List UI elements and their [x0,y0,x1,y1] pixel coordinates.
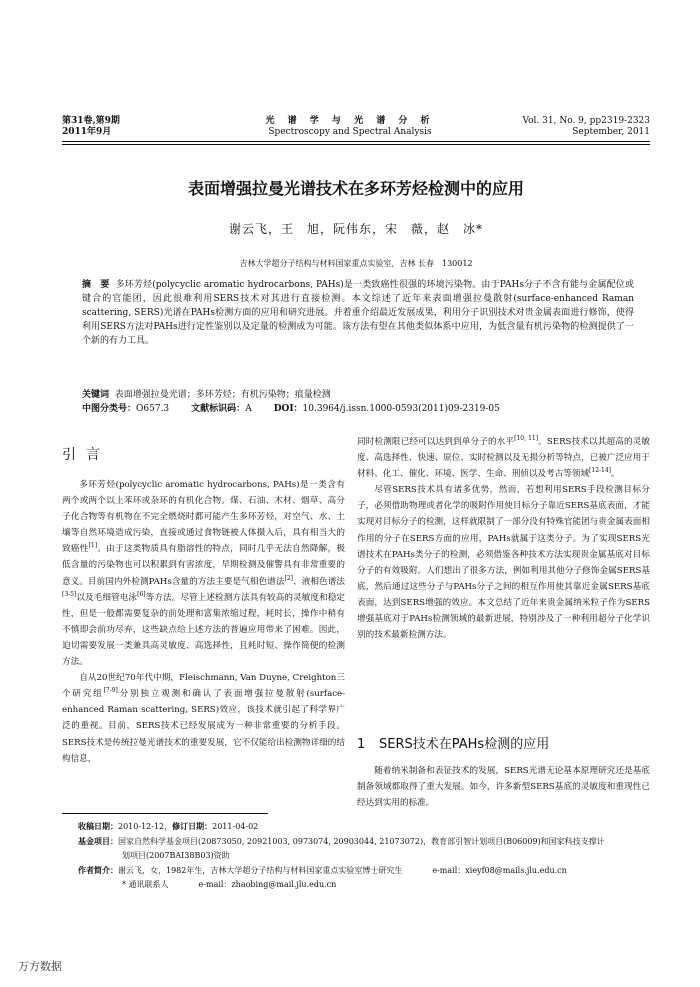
fund-text: 国家自然科学基金项目(20873050, 20921003, 0973074, 20903044, 21073072)，教育部引智计划项目(B06009)和国家科技支撑计 [118,837,605,846]
header-date-cn: 2011年9月 [62,127,112,137]
header-rule-thin [62,144,650,145]
footnote-rule [62,813,268,814]
text-run: 分别独立观测和确认了表面增强拉曼散射(surface-enhanced Raman scattering, SERS)效应，该技术就引起了科学界广泛的重视。目前，SERS技术已经发展成为一种非常重要的分析手段。SERS技术是传统拉曼光谱技术的重要发展，它不仅能给出检测物详细的结构信息， [62,689,345,764]
clc-label: 中图分类号： [82,404,137,414]
text-run: 。SERS技术以其超高的灵敏度、高选择性、快速、原位、实时检测以及无损分析等特点，已被广泛应用于材料、化工、催化、环境、医学、生命、刑侦以及考古等领域 [357,437,650,480]
doi-label: DOI： [273,404,303,414]
header-volume-cn [62,116,120,138]
text-run: 自从20世纪70年代中期，Fleischmann, Van Duyne, Creighton三个研究组 [62,673,345,700]
left-column [62,477,345,767]
section-number: 1 [357,737,366,752]
footnote-fund-cont: 划项目(2007BAI38B03)资助 [122,851,230,860]
citation: [2] [284,574,293,582]
header-rule-thick [62,141,650,142]
right-paragraph-2: 尽管SERS技术具有诸多优势，然而，若想利用SERS手段检测目标分子，必须借助物理或者化学的吸附作用使目标分子靠近SERS基底表面，才能实现对目标分子的检测，这样就限制了一部分没有特殊官能团与贵金属表面相作用的分子在SERS方面的应用，PAHs就属于这类分子。为了实现SERS光谱技术在PAHs类分子的检测，必须借鉴各种技术方法实现贵金属基底对目标分子的有效吸附。人们想出了很多方法，例如利用其他分子修饰金属SERS基底，然后通过这些分子与PAHs分子之间的相互作用使其靠近金属SERS基底表面，达到SERS增强的效应。本文总结了近年来贵金属纳米粒子作为SERS增强基底对于PAHs检测领域的最新进展，特别涉及了一种利用超分子化学识别的技术最新检测方法。 [357,485,650,641]
header-journal [230,116,470,138]
right-column [357,434,650,643]
author-label: 作者简介： [78,865,118,875]
received-label: 收稿日期： [78,821,118,831]
section-1-paragraph: 随着纳米制备和表征技术的发展，SERS光谱无论基本原理研究还是基底制备领域都取得了重大发展。如今，许多新型SERS基底的灵敏度和重现性已经达到实用的标准。 [357,766,650,809]
text-run: 多环芳烃(polycyclic aromatic hydrocarbons, PAHs)是一类含有两个或两个以上苯环或杂环的有机化合物。煤、石油、木材、烟草、高分子化合物等有机物在不完全燃烧时都可能产生多环芳烃，对空气、水、土壤等自然环境造成污染，直接或通过食物链被人体摄入后，具有相当大的致癌性 [62,480,345,555]
citation: [1] [88,542,98,550]
intro-heading: 引言 [62,447,110,463]
citation: [12-14] [589,467,612,475]
author-email: e-mail：xieyf08@mails.jlu.edu.cn [432,866,567,875]
keywords [82,388,634,402]
footnote-dates [78,819,650,834]
footnote-corresponding [78,878,650,892]
intro-paragraph-1 [62,477,345,670]
keywords-label: 关键词 [82,390,110,400]
header-date-en: September, 2011 [572,127,650,137]
text-run: 以及毛细管电泳 [76,592,138,603]
citation: [3-5] [62,590,77,598]
clc-value: O657.3 [136,404,170,414]
watermark-wanfang: 万方数据 [18,960,62,973]
received-date: 2010-12-12， [118,822,173,831]
header-vol-en: Vol. 31, No. 9, pp2319-2323 [522,116,650,126]
intro-paragraph-2 [62,670,345,767]
corresponding-label: * 通讯联系人 [122,880,169,889]
footnote-author [78,863,650,878]
text-run: 等方法。尽管上述检测方法具有较高的灵敏度和稳定性，但是一般都需要复杂的前处理和富集浓缩过程，耗时长，操作中稍有不慎即会前功尽弃，这些缺点给上述方法的普遍应用带来了困难。因此，迫切需要发展一类兼具高灵敏度、高选择性，且耗时短、操作简便的检测方法。 [62,592,345,668]
right-paragraph-1 [357,434,650,482]
fund-label: 基金项目： [78,836,118,846]
abstract-label: 摘 要 [82,280,110,290]
citation: [6] [137,590,146,598]
abstract [82,278,634,348]
corresponding-email: e-mail：zhaobing@mail.jlu.edu.cn [198,880,337,889]
text-run: 。 [611,469,620,480]
classification-line [82,402,634,416]
author-text: 谢云飞，女，1982年生，吉林大学超分子结构与材料国家重点实验室博士研究生 [118,866,403,875]
right-column-section-1 [357,763,650,811]
header-volume-en [522,116,650,138]
doi-value: 10.3964/j.issn.1000-0593(2011)09-2319-05 [302,404,500,414]
journal-name-en: Spectroscopy and Spectral Analysis [268,127,432,137]
text-run: 。由于这类物质具有脂溶性的特点，同时几乎无法自然降解，极低含量的污染物也可以积累到有害浓度，早期检测及催警具有非常重要的意义。目前国内外检测PAHs含量的方法主要是气相色谱法 [62,544,345,587]
section-title: SERS技术在PAHs检测的应用 [379,737,550,752]
citation: [7-9] [103,687,118,695]
header-vol-cn: 第31卷,第9期 [62,116,120,126]
text-run: 、液相色谱法 [293,576,345,587]
abstract-text: 多环芳烃(polycyclic aromatic hydrocarbons, PAHs)是一类致癌性很强的环境污染物。由于PAHs分子不含有能与金属配位或键合的官能团，因此很难利用SERS技术对其进行直接检测。本文综述了近年来表面增强拉曼散射(surface-enhanced Raman scattering, SERS)光谱在PAHs检测方面的应用和研究进展。并着重介绍最近发展成果，利用分子识别技术对贵金属表面进行修饰，使得利用SERS方法对PAHs进行定性鉴别以及定量的检测成为可能。该方法有望在其他类似体系中应用，为低含量有机污染物的检测提供了一个新的有力工具。 [82,280,634,346]
section-1-heading [357,733,549,752]
journal-name-cn: 光 谱 学 与 光 谱 分 析 [265,116,435,126]
citation: [10, 11] [514,435,539,443]
doc-code-value: A [245,404,252,414]
footnote-fund [78,834,650,849]
doc-code-label: 文献标识码： [191,404,246,414]
paper-authors: 谢云飞，王 旭，阮伟东，宋 薇，赵 冰* [228,222,483,236]
keywords-text: 表面增强拉曼光谱；多环芳烃；有机污染物；痕量检测 [114,390,331,400]
footnotes [78,819,650,892]
author-affiliation: 吉林大学超分子结构与材料国家重点实验室，吉林 长春 130012 [239,259,473,268]
revised-label: 修订日期： [172,821,213,831]
paper-title: 表面增强拉曼光谱技术在多环芳烃检测中的应用 [187,179,524,198]
text-run: 同时检测限已经可以达到到单分子的水平 [357,437,515,447]
revised-date: 2011-04-02 [212,822,259,831]
